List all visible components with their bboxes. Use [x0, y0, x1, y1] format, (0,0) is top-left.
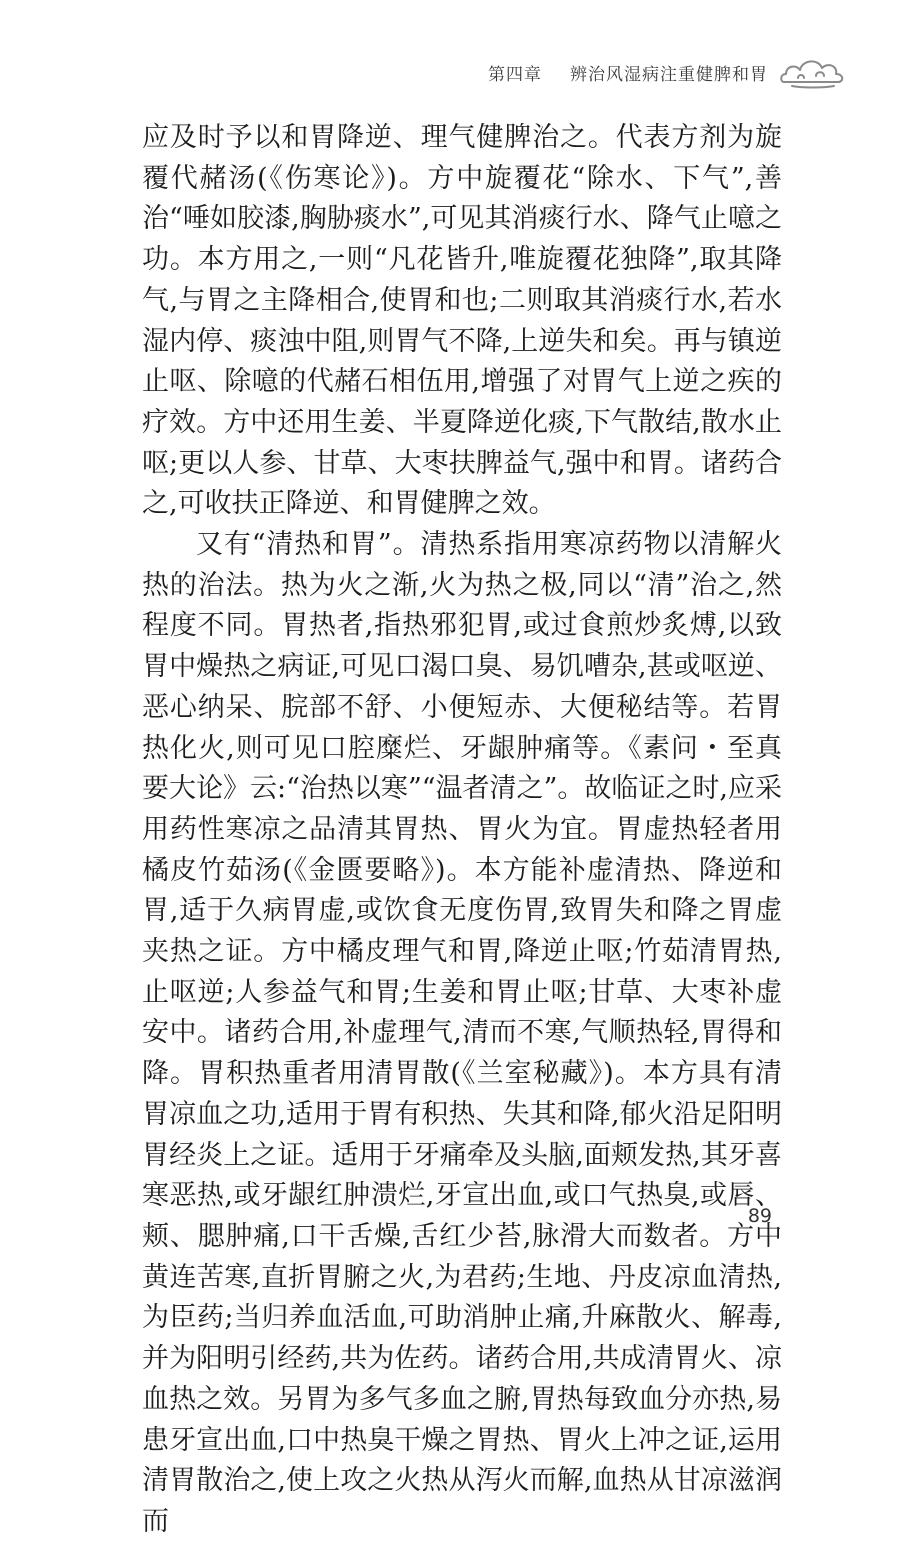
page-number: 89 [747, 1205, 772, 1227]
paragraph-1: 应及时予以和胃降逆、理气健脾治之。代表方剂为旋覆代赭汤(《伤寒论》)。方中旋覆花“除水、下气”,善治“唾如胶漆,胸胁痰水”,可见其消痰行水、降气止噫之功。本方用之,一则“凡花皆升,唯旋覆花独降”,取其降气,与胃之主降相合,使胃和也;二则取其消痰行水,若水湿内停、痰浊中阻,则胃气不降,上逆失和矣。再与镇逆止呕、除噫的代赭石相伍用,增强了对胃气上逆之疾的疗效。方中还用生姜、半夏降逆化痰,下气散结,散水止呕;更以人参、甘草、大枣扶脾益气,强中和胃。诸药合之,可收扶正降逆、和胃健脾之效。 [142, 122, 782, 520]
cloud-icon [778, 52, 848, 92]
paragraph-2: 又有“清热和胃”。清热系指用寒凉药物以清解火热的治法。热为火之渐,火为热之极,同以“清”治之,然程度不同。胃热者,指热邪犯胃,或过食煎炒炙煿,以致胃中燥热之病证,可见口渴口臭、易饥嘈杂,甚或呕逆、恶心纳呆、脘部不舒、小便短赤、大便秘结等。若胃热化火,则可见口腔糜烂、牙龈肿痛等。《素问・至真要大论》云:“治热以寒”“温者清之”。故临证之时,应采用药性寒凉之品清其胃热、胃火为宜。胃虚热轻者用橘皮竹茹汤(《金匮要略》)。本方能补虚清热、降逆和胃,适于久病胃虚,或饮食无度伤胃,致胃失和降之胃虚夹热之证。方中橘皮理气和胃,降逆止呕;竹茹清胃热,止呕逆;人参益气和胃;生姜和胃止呕;甘草、大枣补虚安中。诸药合用,补虚理气,清而不寒,气顺热轻,胃得和降。胃积热重者用清胃散(《兰室秘藏》)。本方具有清胃凉血之功,适用于胃有积热、失其和降,郁火沿足阳明胃经炎上之证。适用于牙痛牵及头脑,面颊发热,其牙喜寒恶热,或牙龈红肿溃烂,牙宣出血,或口气热臭,或唇、颊、腮肿痛,口干舌燥,舌红少苔,脉滑大而数者。方中黄连苦寒,直折胃腑之火,为君药;生地、丹皮凉血清热,为臣药;当归养血活血,可助消肿止痛,升麻散火、解毒,并为阳明引经药,共为佐药。诸药合用,共成清胃火、凉血热之效。另胃为多气多血之腑,胃热每致血分亦热,易患牙宣出血,口中热臭干燥之胃热、胃火上冲之证,运用清胃散治之,使上攻之火热从泻火而解,血热从甘凉滋润而 [142, 529, 782, 1537]
running-header [488, 60, 768, 85]
section-title: 辨治风湿病注重健脾和胃 [570, 65, 768, 85]
chapter-label: 第四章 [488, 65, 542, 85]
body-text [142, 118, 782, 1543]
